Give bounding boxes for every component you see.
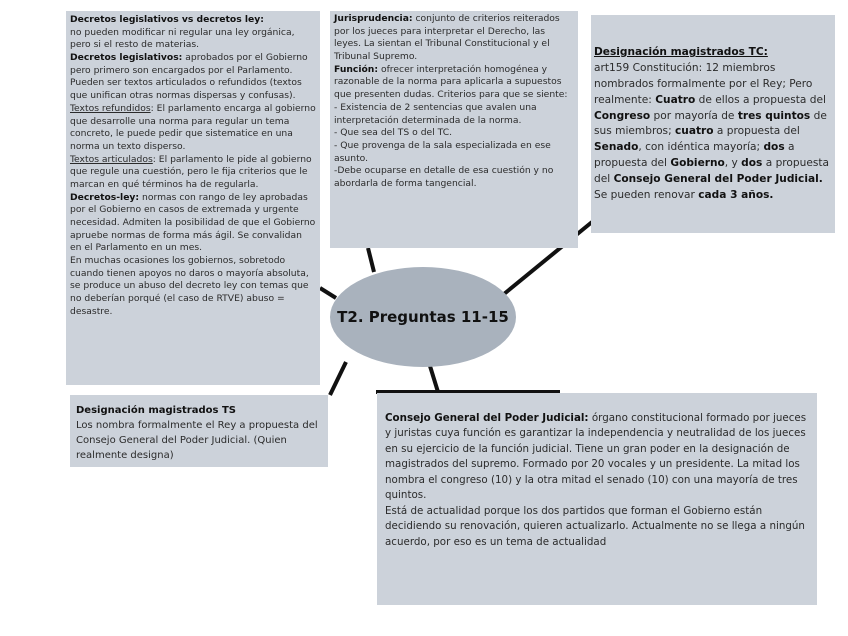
criterio-item: - Que sea del TS o del TC. [334, 127, 453, 139]
textos-refundidos-term: Textos refundidos [70, 102, 151, 114]
cgpj-text: órgano constitucional formado por jueces y juristas cuya función es garantizar la independencia y neutralidad de los jueces en su ejercicio de la función judicial. Tiene un gran poder en la designación de magistrados del supremo. Formado por 20 vocales y un presidente. La mitad los nombra el congreso (10) y la otra mitad el senado (10) con una mayoría de tres quintos. [385, 412, 807, 502]
textos-refundidos-text: : El parlamento encarga al gobierno que desarrolle una norma para regular un tema concreto, le puede pedir que sistematice en una norma un texto disperso. [70, 102, 316, 152]
textos-articulados-term: Textos articulados [70, 153, 153, 165]
decretos-box [66, 11, 320, 385]
decretos-intro: no pueden modificar ni regular una ley orgánica, pero si el resto de materias. [70, 26, 295, 51]
tc-heading: Designación magistrados TC: [594, 46, 768, 58]
criterio-item: - Existencia de 2 sentencias que avalen una interpretación determinada de la norma. [334, 101, 537, 126]
link-ts [330, 362, 346, 395]
central-topic [330, 267, 516, 367]
criterio-item: -Debe ocuparse en detalle de esa cuestión y no abordarla de forma tangencial. [334, 165, 554, 189]
jurisprudencia-text: conjunto de criterios reiterados por los jueces para interpretar el Derecho, las leyes. La sientan el Tribunal Constitucional y el Tribunal Supremo. [334, 13, 560, 63]
link-decretos [320, 288, 336, 298]
cgpj-term: Consejo General del Poder Judicial: [385, 412, 589, 424]
decretos-legislativos-term: Decretos legislativos: [70, 52, 183, 64]
textos-articulados-text: : El parlamento le pide al gobierno que regule una cuestión, pero le fija criterios que le marcan en qué términos ha de regularla. [70, 153, 312, 190]
cgpj-box [377, 393, 817, 605]
criterio-item: - Que provenga de la sala especializada en ese asunto. [334, 139, 551, 164]
cgpj-text2: Está de actualidad porque los dos partidos que forman el Gobierno están decidiendo su renovación, quieren actualizarlo. Actualmente no se llega a ningún acuerdo, por eso es un tema de actualidad [385, 504, 805, 548]
jurisprudencia-term: Jurisprudencia: [334, 13, 413, 24]
decretos-extra: En muchas ocasiones los gobiernos, sobretodo cuando tienen apoyos no daros o mayoría absoluta, se produce un abuso del decreto ley con temas que no deberían porqué (el caso de RTVE) abuso = desastre. [70, 255, 309, 317]
tc-box [591, 15, 835, 233]
link-jurisprudencia [368, 248, 374, 272]
link-cgpj-stem [430, 366, 438, 392]
ts-text: Los nombra formalmente el Rey a propuesta del Consejo General del Poder Judicial. (Quien realmente designa) [76, 420, 318, 461]
funcion-term: Función: [334, 63, 379, 75]
decretos-heading: Decretos legislativos vs decretos ley: [70, 14, 264, 25]
tc-text: art159 Constitución: 12 miembros nombrados formalmente por el Rey; Pero realmente: Cuatro de ellos a propuesta del Congreso por mayoría de tres quintos de sus miembros; cuatro a propuesta del Senado, con idéntica mayoría; dos a propuesta del Gobierno, y dos a propuesta del Consejo General del Poder Judicial. Se pueden renovar cada 3 años. [594, 61, 830, 202]
decretos-ley-term: Decretos-ley: [70, 191, 140, 203]
central-topic-label: T2. Preguntas 11-15 [337, 308, 509, 326]
ts-heading: Designación magistrados TS [76, 405, 236, 416]
ts-box [70, 395, 328, 467]
decretos-ley-text: normas con rango de ley aprobadas por el Gobierno en casos de extremada y urgente necesidad. Admiten la posibilidad de que el Gobierno apruebe normas de forma más ágil. Se convalidan en el Parlamento en un mes. [70, 191, 316, 254]
funcion-text: ofrecer interpretación homogénea y razonable de la norma para aplicarla a supuestos que presenten dudas. Criterios para que se siente: [334, 63, 568, 101]
decretos-legislativos-text: aprobados por el Gobierno pero primero son encargados por el Parlamento. Pueden ser textos articulados o refundidos (textos que unifican otras normas dispersas y confusas). [70, 52, 308, 102]
jurisprudencia-box [330, 11, 578, 248]
